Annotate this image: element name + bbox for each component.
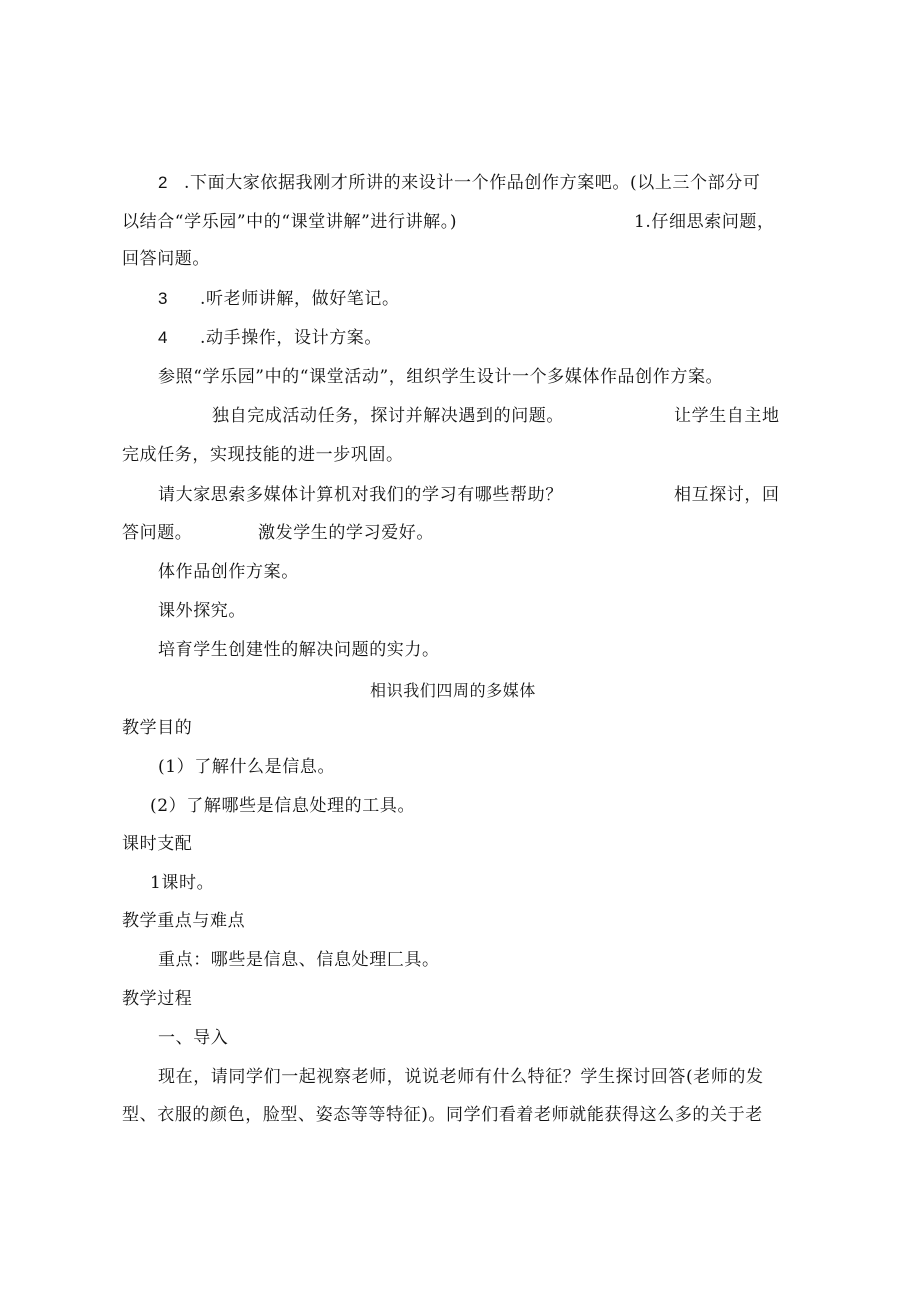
time-value: 1课时。: [150, 873, 215, 893]
extra-line: 课外探究。: [158, 601, 246, 621]
task-line-right: 让学生自主地: [674, 406, 780, 426]
question-line2-right: 激发学生的学习爱好。: [258, 523, 434, 543]
key-value: 重点：哪些是信息、信息处理匚具。: [158, 950, 440, 970]
cultivate-line: 培育学生创建性的解决问题的实力。: [158, 640, 440, 660]
step2-line3: 回答问题。: [122, 249, 210, 269]
step2-line2-right: 1.仔细思索问题，: [634, 212, 775, 232]
step3-number: 3: [158, 289, 169, 308]
task-line2: 完成任务，实现技能的进一步巩固。: [122, 445, 404, 465]
key-heading: 教学重点与难点: [122, 911, 246, 931]
goal-item-1: (1）了解什么是信息。: [158, 757, 336, 777]
paragraph-line1: 现在，请同学们一起视察老师，说说老师有什么特征？学生探讨回答(老师的发: [158, 1067, 764, 1087]
question-right: 相互探讨，回: [674, 485, 780, 505]
activity-line: 参照“学乐园”中的“课堂活动”，组织学生设计一个多媒体作品创作方案。: [158, 367, 724, 387]
plan-line: 体作品创作方案。: [158, 562, 299, 582]
step4-text: .动手操作，设计方案。: [200, 328, 383, 348]
goal-heading: 教学目的: [122, 718, 193, 738]
intro-heading: 一、导入: [158, 1028, 229, 1048]
question-left: 请大家思索多媒体计算机对我们的学习有哪些帮助？: [158, 485, 563, 505]
paragraph-line2: 型、衣服的颜色，脸型、姿态等等特征)。同学们看着老师就能获得这么多的关于老: [122, 1105, 763, 1125]
step3-text: .听老师讲解，做好笔记。: [200, 289, 400, 309]
step2-text: .下面大家依据我刚才所讲的来设计一个作品创作方案吧。(以上三个部分可: [184, 173, 761, 193]
step4-number: 4: [158, 328, 169, 347]
step2-line2-left: 以结合“学乐园”中的“课堂讲解”进行讲解。): [122, 212, 458, 232]
step2-number: 2: [158, 173, 169, 192]
task-line-left: 独自完成活动任务，探讨并解决遇到的问题。: [212, 406, 564, 426]
time-heading: 课时支配: [122, 834, 193, 854]
process-heading: 教学过程: [122, 989, 193, 1009]
section-title: 相识我们四周的多媒体: [370, 681, 537, 700]
goal-item-2: (2）了解哪些是信息处理的工具。: [150, 796, 416, 816]
question-line2-left: 答问题。: [122, 523, 193, 543]
